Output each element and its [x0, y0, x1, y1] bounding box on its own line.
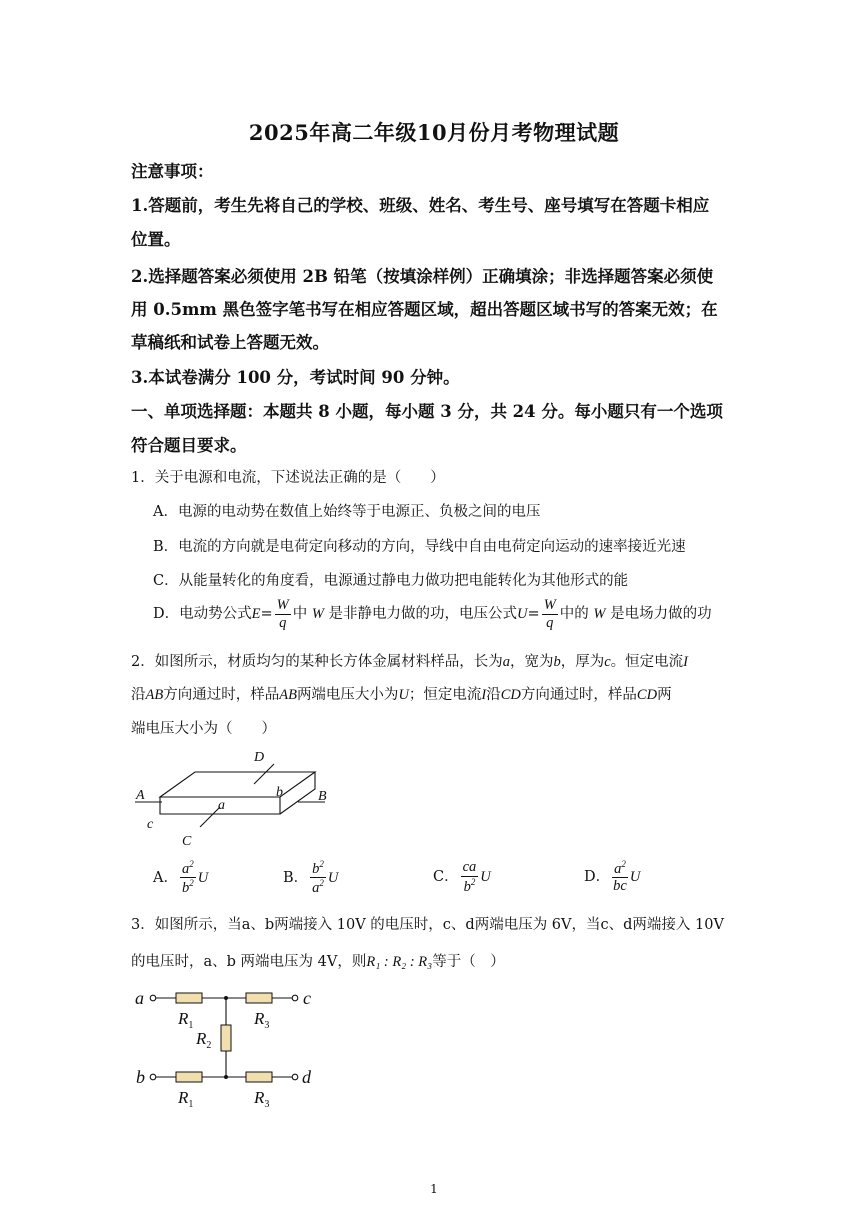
question-2-option-a: A． $\frac{a^2}{b^2}$ U — [153, 859, 209, 897]
question-3-line-1: 3．如图所示，当a、b两端接入 10V 的电压时，c、d两端电压为 6V，当c、d两端接入 10V — [131, 917, 724, 933]
terminal-a-label: a — [135, 988, 144, 1008]
resistor-r3-bottom — [246, 1072, 272, 1082]
terminal-c-label: c — [303, 988, 311, 1008]
notice-item-2-line-2: 用 0.5mm 黑色签字笔书写在相应答题区域，超出答题区域书写的答案无效；在 — [131, 300, 718, 319]
label-a-point: A — [136, 788, 145, 803]
junction-bottom — [224, 1075, 228, 1079]
question-1-option-c: C．从能量转化的角度看，电源通过静电力做功把电能转化为其他形式的能 — [153, 573, 629, 589]
page-number: 1 — [430, 1182, 438, 1196]
label-r1-top: $R_1$ — [178, 1009, 194, 1031]
junction-top — [224, 996, 228, 1000]
question-3-line-2: 的电压时，a、b 两端电压为 4V，则R₁ : R₂ : R₃等于（ ） — [131, 954, 505, 970]
label-length-a: a — [218, 798, 225, 813]
notice-item-1-line-2: 位置。 — [131, 230, 181, 249]
notice-item-1-line-1: 1.答题前，考生先将自己的学校、班级、姓名、考生号、座号填写在答题卡相应 — [131, 196, 710, 215]
question-2-line-2: 沿AB方向通过时，样品AB两端电压大小为U；恒定电流I沿CD方向通过时，样品CD两 — [131, 687, 672, 703]
notice-item-3: 3.本试卷满分 100 分，考试时间 90 分钟。 — [131, 368, 460, 387]
cuboid-figure — [130, 742, 340, 854]
section-1-heading-line-1: 一、单项选择题：本题共 8 小题，每小题 3 分，共 24 分。每小题只有一个选项 — [131, 402, 723, 421]
question-1-option-b: B．电流的方向就是电荷定向移动的方向，导线中自由电荷定向运动的速率接近光速 — [153, 539, 686, 555]
label-b-point: B — [318, 789, 327, 804]
fraction-w-over-q: $\frac{W}{q}$ — [276, 597, 289, 631]
fraction-w-over-q-2: $\frac{W}{q}$ — [543, 597, 556, 631]
label-r1-bottom: $R_1$ — [178, 1088, 194, 1110]
question-1-option-d: D．电动势公式E= $\frac{W}{q}$ 中 W 是非静电力做的功，电压公式U= $\frac{W}{q}$ 中的 W 是电场力做的功 — [153, 597, 712, 631]
label-thickness-c: c — [147, 817, 154, 832]
circuit-diagram — [130, 985, 330, 1115]
label-r3-top: $R_3$ — [254, 1009, 270, 1031]
notice-item-2-line-3: 草稿纸和试卷上答题无效。 — [131, 333, 329, 352]
question-2-option-c: C． $\frac{ca}{b^2}$ U — [433, 859, 491, 895]
resistor-r1-bottom — [176, 1072, 202, 1082]
label-r3-bottom: $R_3$ — [254, 1088, 270, 1110]
question-1-stem: 1．关于电源和电流，下述说法正确的是（ ） — [131, 470, 445, 486]
label-d-point: D — [254, 750, 265, 765]
resistor-r1-top — [176, 993, 202, 1003]
question-2-option-d: D． $\frac{a^2}{bc}$ U — [584, 859, 641, 895]
label-c-point: C — [182, 834, 192, 849]
notice-item-2-line-1: 2.选择题答案必须使用 2B 铅笔（按填涂样例）正确填涂；非选择题答案必须使 — [131, 267, 714, 286]
terminal-b-label: b — [136, 1067, 145, 1087]
question-2-line-1: 2．如图所示，材质均匀的某种长方体金属材料样品，长为a，宽为b，厚为c。恒定电流I — [131, 654, 689, 670]
label-r2: $R_2$ — [196, 1029, 212, 1051]
label-width-b: b — [276, 785, 283, 800]
section-1-heading-line-2: 符合题目要求。 — [131, 436, 247, 455]
resistor-r3-top — [246, 993, 272, 1003]
question-1-option-a: A．电源的电动势在数值上始终等于电源正、负极之间的电压 — [153, 504, 541, 520]
notice-heading: 注意事项： — [131, 162, 214, 181]
page-title: 2025年高二年级10月份月考物理试题 — [248, 120, 620, 145]
question-2-option-b: B． $\frac{b^2}{a^2}$ U — [283, 859, 339, 897]
question-2-line-3: 端电压大小为（ ） — [131, 721, 276, 737]
resistor-r2 — [221, 1025, 231, 1051]
terminal-d-label: d — [302, 1067, 311, 1087]
cuboid-outline — [135, 764, 325, 827]
